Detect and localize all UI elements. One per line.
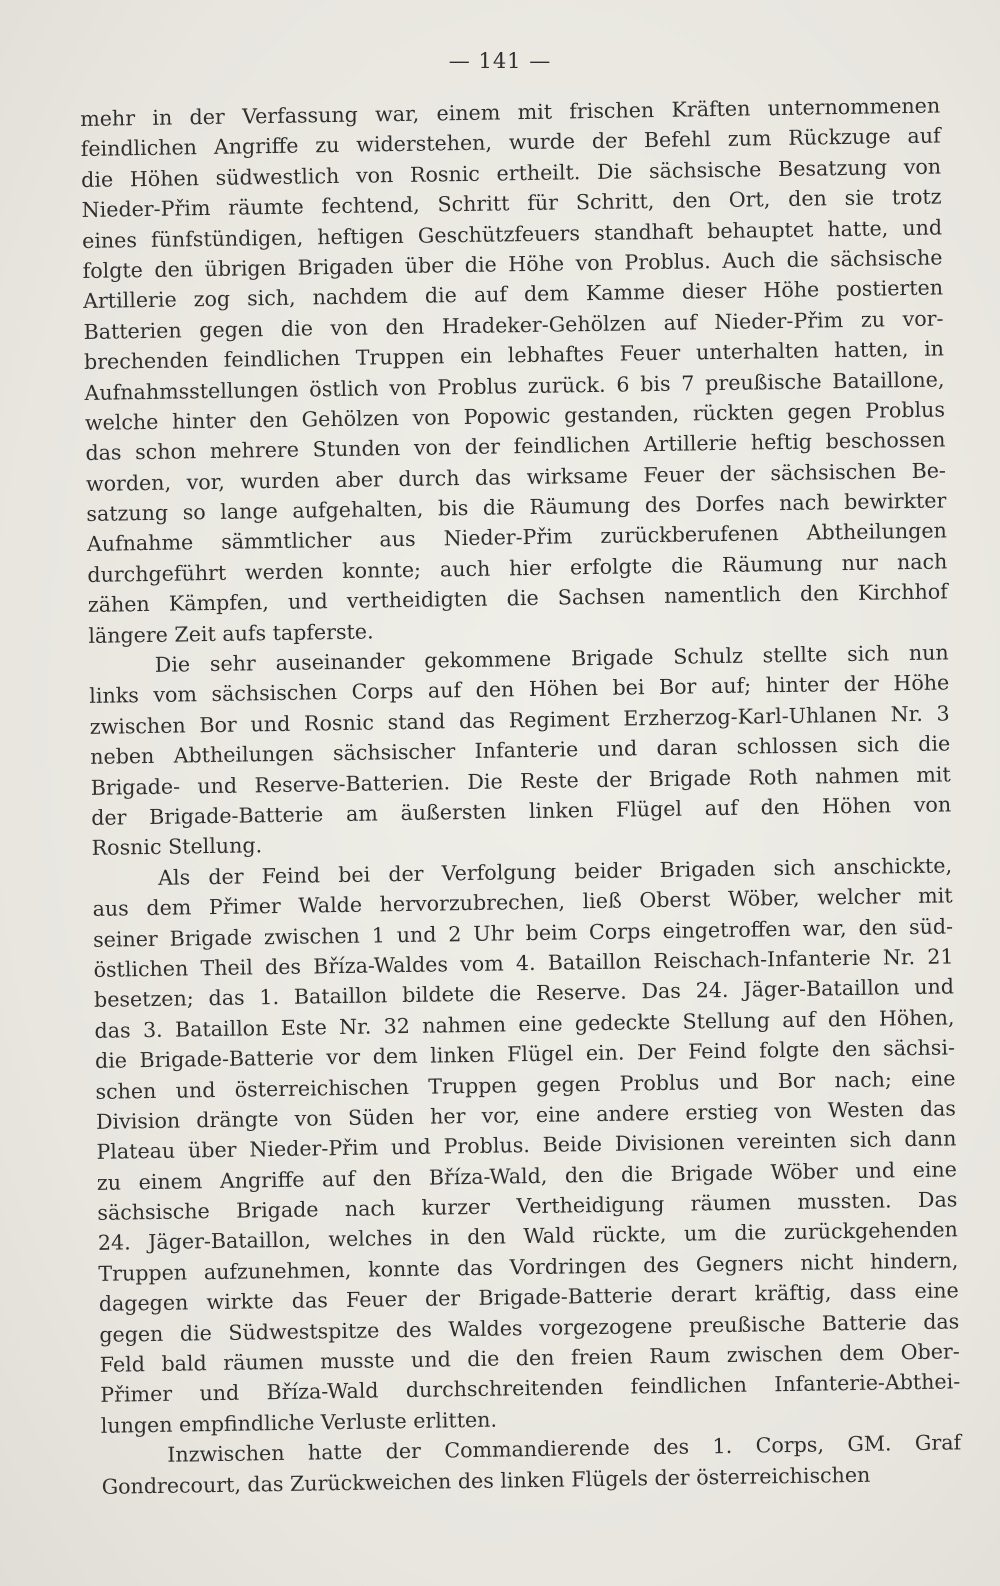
text-line: sächsische Brigade nach kurzer Vertheidigung räumen mussten. Das xyxy=(97,1187,958,1225)
text-line: eines fünfstündigen, heftigen Geschützfeuers standhaft behauptet hatte, und xyxy=(81,215,943,253)
text-line: seiner Brigade zwischen 1 und 2 Uhr beim Corps eingetroffen war, den süd- xyxy=(92,913,954,952)
text-line: satzung so lange aufgehalten, bis die Räumung des Dorfes nach bewirkter xyxy=(86,488,947,527)
text-line: Als der Feind bei der Verfolgung beider Brigaden sich anschickte, xyxy=(157,853,953,890)
page-number: — 141 — xyxy=(448,49,552,73)
text-line: Batterien gegen die von den Hradeker-Gehölzen auf Nieder-Přim zu vor- xyxy=(83,306,944,344)
text-line: Feld bald räumen musste und die den freien Raum zwischen dem Ober- xyxy=(99,1339,960,1377)
text-line: Rosnic Stellung. xyxy=(91,833,263,861)
text-line: zähen Kämpfen, und vertheidigten die Sachsen namentlich den Kirchhof xyxy=(87,579,948,618)
text-line: Inzwischen hatte der Commandierende des 1. Corps, GM. Graf xyxy=(167,1430,962,1467)
text-line: das 3. Bataillon Este Nr. 32 nahmen eine gedeckte Stellung auf den Höhen, xyxy=(94,1005,955,1043)
body-text xyxy=(80,90,962,1501)
text-line: Truppen aufzunehmen, konnte das Vordringen des Gegners nicht hindern, xyxy=(98,1248,959,1286)
text-line: aus dem Přimer Walde hervorzubrechen, ließ Oberst Wöber, welcher mit xyxy=(92,883,953,922)
text-line: Přimer und Bříza-Wald durchschreitenden feindlichen Infanterie-Abthei- xyxy=(100,1369,961,1408)
text-line: das schon mehrere Stunden von der feindlichen Artillerie heftig beschossen xyxy=(85,427,946,466)
text-line: der Brigade-Batterie am äußersten linken Flügel auf den Höhen von xyxy=(91,792,952,830)
text-line: die Brigade-Batterie vor dem linken Flügel ein. Der Feind folgte den sächsi- xyxy=(94,1035,956,1073)
text-line: links vom sächsischen Corps auf den Höhen bei Bor auf; hinter der Höhe xyxy=(89,670,950,709)
text-line: Division drängte von Süden her vor, eine andere erstieg von Westen das xyxy=(95,1096,957,1134)
text-line: Gondrecourt, das Zurückweichen des linken Flügels der österreichischen xyxy=(101,1462,871,1499)
text-line: mehr in der Verfassung war, einem mit frischen Kräften unternommenen xyxy=(80,93,941,131)
paragraph xyxy=(92,850,961,1441)
text-line: dagegen wirkte das Feuer der Brigade-Batterie derart kräftig, dass eine xyxy=(98,1278,959,1317)
text-line: östlichen Theil des Bříza-Waldes vom 4. Bataillon Reischach-Infanterie Nr. 21 xyxy=(93,944,954,982)
text-line: längere Zeit aufs tapferste. xyxy=(88,619,374,648)
text-line: neben Abtheilungen sächsischer Infanterie und daran schlossen sich die xyxy=(90,731,951,770)
text-line: die Höhen südwestlich von Rosnic ertheilt. Die sächsische Besatzung von xyxy=(81,154,942,192)
text-line: folgte den übrigen Brigaden über die Höhe von Problus. Auch die sächsische xyxy=(82,245,943,283)
paragraph xyxy=(89,637,952,863)
text-line: Plateau über Nieder-Přim und Problus. Beide Divisionen vereinten sich dann xyxy=(96,1126,957,1165)
paragraph xyxy=(101,1428,962,1502)
text-line: brechenden feindlichen Truppen ein lebhaftes Feuer unterhalten hatten, in xyxy=(83,336,945,375)
text-line: Artillerie zog sich, nachdem die auf dem Kamme dieser Höhe postierten xyxy=(82,275,944,314)
text-line: 24. Jäger-Bataillon, welches in den Wald rückte, um die zurückgehenden xyxy=(97,1217,958,1256)
paragraph xyxy=(80,90,948,650)
text-line: zwischen Bor und Rosnic stand das Regiment Erzherzog-Karl-Uhlanen Nr. 3 xyxy=(89,701,950,739)
text-line: Aufnahmsstellungen östlich von Problus zurück. 6 bis 7 preußische Bataillone, xyxy=(84,366,945,405)
text-line: Nieder-Přim räumte fechtend, Schritt für Schritt, den Ort, den sie trotz xyxy=(81,184,942,223)
text-line: lungen empfindliche Verluste erlitten. xyxy=(100,1407,498,1438)
text-line: durchgeführt werden konnte; auch hier erfolgte die Räumung nur nach xyxy=(87,549,948,587)
text-line: welche hinter den Gehölzen von Popowic gestanden, rückten gegen Problus xyxy=(84,397,946,435)
text-line: besetzen; das 1. Bataillon bildete die Reserve. Das 24. Jäger-Bataillon und xyxy=(93,974,955,1013)
text-line: Die sehr auseinander gekommene Brigade Schulz stellte sich nun xyxy=(154,640,949,677)
text-line: gegen die Südwestspitze des Waldes vorgezogene preußische Batterie das xyxy=(99,1308,960,1347)
text-line: Aufnahme sämmtlicher aus Nieder-Přim zurückberufenen Abtheilungen xyxy=(86,518,948,557)
text-line: worden, vor, wurden aber durch das wirksame Feuer der sächsischen Be- xyxy=(85,458,947,496)
text-line: Brigade- und Reserve-Batterien. Die Reste der Brigade Roth nahmen mit xyxy=(90,762,951,800)
text-line: feindlichen Angriffe zu widerstehen, wurde der Befehl zum Rückzuge auf xyxy=(80,123,941,162)
text-line: zu einem Angriffe auf den Bříza-Wald, den die Brigade Wöber und eine xyxy=(96,1157,958,1195)
text-line: schen und österreichischen Truppen gegen Problus und Bor nach; eine xyxy=(95,1065,956,1104)
